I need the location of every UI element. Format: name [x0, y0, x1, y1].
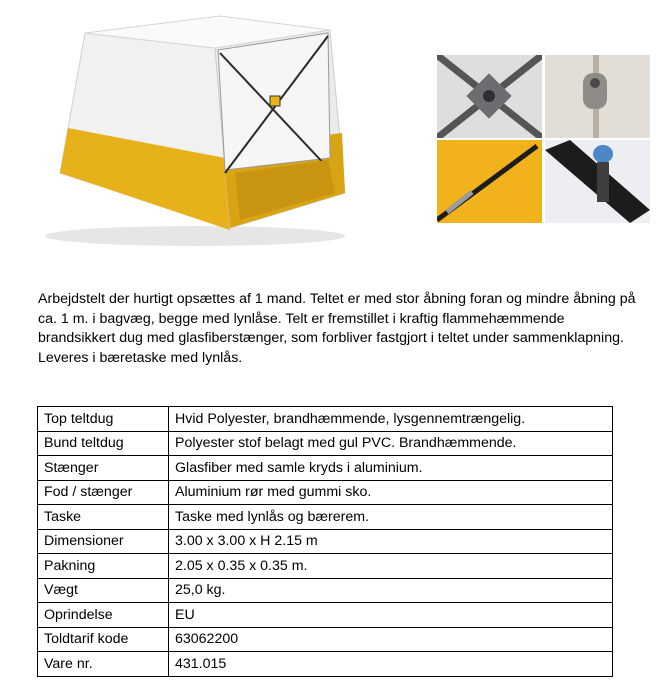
spec-label: Stænger — [38, 456, 169, 481]
table-row — [38, 529, 613, 554]
table-row — [38, 407, 613, 432]
table-row — [38, 652, 613, 677]
table-row — [38, 627, 613, 652]
spec-value: 25,0 kg. — [169, 578, 613, 603]
table-row — [38, 456, 613, 481]
zipper-detail-photo — [545, 55, 650, 138]
spec-label: Vægt — [38, 578, 169, 603]
spec-label: Vare nr. — [38, 652, 169, 677]
table-row — [38, 578, 613, 603]
tent-photo — [30, 8, 360, 258]
spec-label: Oprindelse — [38, 603, 169, 628]
carry-bag-photo — [545, 140, 650, 223]
table-row — [38, 480, 613, 505]
spec-value: Hvid Polyester, brandhæmmende, lysgennemtrængelig. — [169, 407, 613, 432]
spec-label: Taske — [38, 505, 169, 530]
spec-label: Pakning — [38, 554, 169, 579]
spec-value: Polyester stof belagt med gul PVC. Brandhæmmende. — [169, 431, 613, 456]
spec-value: EU — [169, 603, 613, 628]
table-row — [38, 603, 613, 628]
spec-value: 3.00 x 3.00 x H 2.15 m — [169, 529, 613, 554]
table-row — [38, 431, 613, 456]
table-row — [38, 554, 613, 579]
pole-sleeve-photo — [437, 140, 542, 223]
spec-value: Glasfiber med samle kryds i aluminium. — [169, 456, 613, 481]
table-row — [38, 505, 613, 530]
product-description: Arbejdstelt der hurtigt opsættes af 1 mand. Teltet er med stor åbning foran og mindre åbning på ca. 1 m. i bagvæg, begge med lynlåse. Telt er fremstillet i kraftig flammehæmmende brandsikkert dug med glasfiberstænger, som forbliver fastgjort i teltet under sammenklapning. Leveres i bæretaske med lynlås. — [38, 291, 636, 366]
spec-table — [37, 406, 613, 677]
spec-value: 2.05 x 0.35 x 0.35 m. — [169, 554, 613, 579]
spec-label: Fod / stænger — [38, 480, 169, 505]
spec-label: Toldtarif kode — [38, 627, 169, 652]
spec-label: Top teltdug — [38, 407, 169, 432]
spec-value: Taske med lynlås og bærerem. — [169, 505, 613, 530]
spec-label: Dimensioner — [38, 529, 169, 554]
spec-value: 63062200 — [169, 627, 613, 652]
aluminium-joint-photo — [437, 55, 542, 138]
spec-value: Aluminium rør med gummi sko. — [169, 480, 613, 505]
spec-label: Bund teltdug — [38, 431, 169, 456]
spec-value: 431.015 — [169, 652, 613, 677]
